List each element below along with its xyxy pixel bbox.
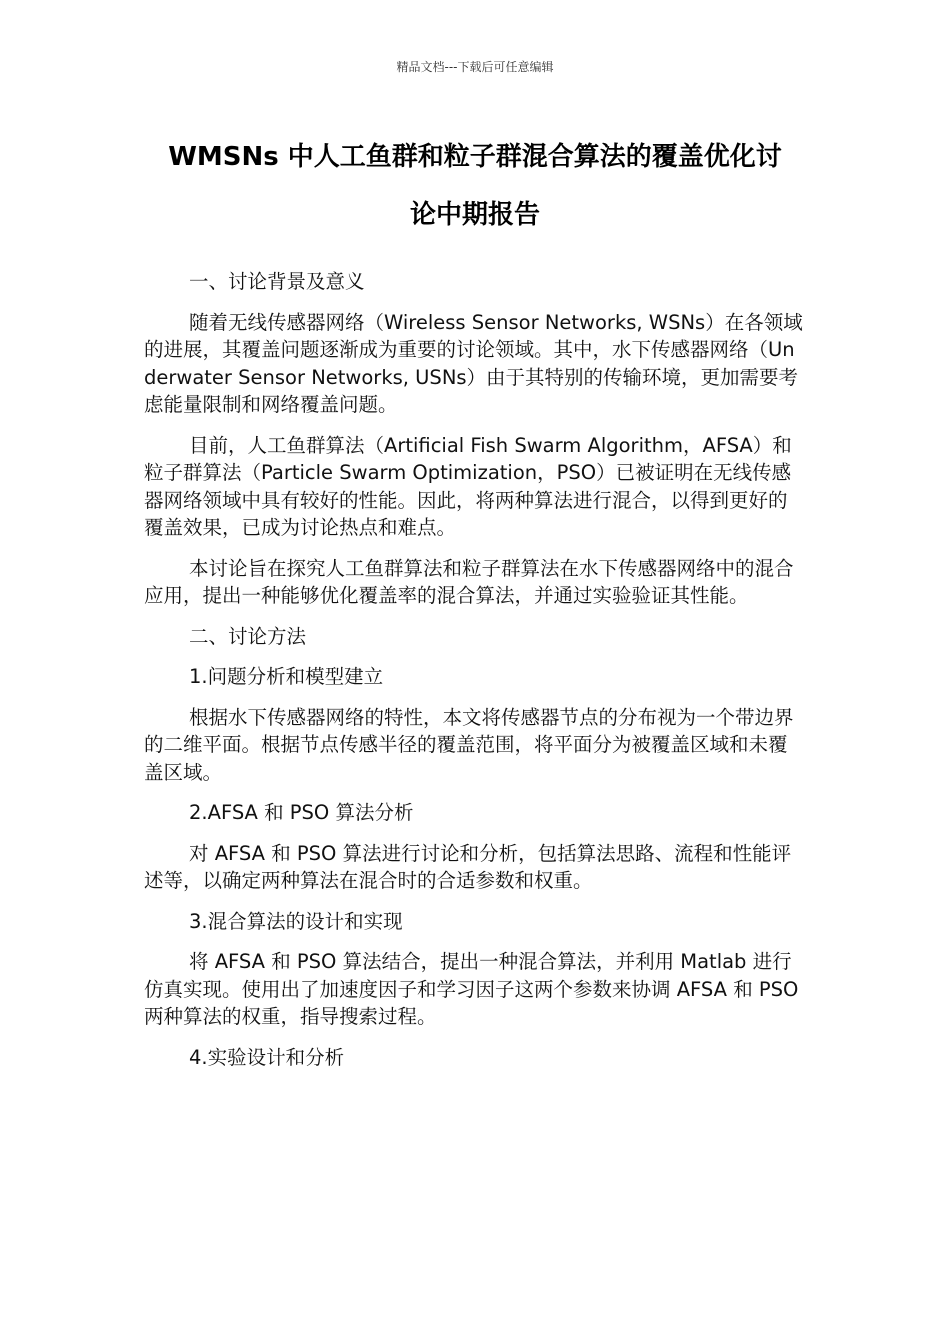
title-line-1: WMSNs 中人工鱼群和粒子群混合算法的覆盖优化讨	[168, 142, 782, 172]
paragraph-background-3: 本讨论旨在探究人工鱼群算法和粒子群算法在水下传感器网络中的混合应用，提出一种能够优化覆盖率的混合算法，并通过实验验证其性能。	[144, 556, 794, 607]
paragraph-background-2: 目前，人工鱼群算法（Artificial Fish Swarm Algorithm，AFSA）和粒子群算法（Particle Swarm Optimization，PSO）已被证明在无线传感器网络领域中具有较好的性能。因此，将两种算法进行混合，以得到更好的覆盖效果，已成为讨论热点和难点。	[144, 433, 792, 539]
paragraph-problem-analysis: 根据水下传感器网络的特性，本文将传感器节点的分布视为一个带边界的二维平面。根据节点传感半径的覆盖范围，将平面分为被覆盖区域和未覆盖区域。	[144, 705, 794, 784]
subheading-experiment: 4.实验设计和分析	[189, 1045, 345, 1069]
paragraph-hybrid-design: 将 AFSA 和 PSO 算法结合，提出一种混合算法，并利用 Matlab 进行仿真实现。使用出了加速度因子和学习因子这两个参数来协调 AFSA 和 PSO 两种算法的权重，指导搜索过程。	[144, 950, 799, 1028]
paragraph-algorithm-analysis: 对 AFSA 和 PSO 算法进行讨论和分析，包括算法思路、流程和性能评述等，以确定两种算法在混合时的合适参数和权重。	[144, 841, 792, 892]
section-heading-background: 一、讨论背景及意义	[189, 270, 365, 293]
subheading-algorithm-analysis: 2.AFSA 和 PSO 算法分析	[189, 801, 414, 824]
document-title	[120, 128, 830, 244]
section-heading-methods: 二、讨论方法	[189, 624, 307, 648]
document-body	[144, 268, 806, 1084]
subheading-problem-analysis: 1.问题分析和模型建立	[189, 665, 384, 688]
paragraph-background-1: 随着无线传感器网络（Wireless Sensor Networks, WSNs）在各领域的进展，其覆盖问题逐渐成为重要的讨论领域。其中，水下传感器网络（Underwater Sensor Networks, USNs）由于其特别的传输环境，更加需要考虑能量限制和网络覆盖问题。	[144, 310, 803, 416]
subheading-hybrid-design: 3.混合算法的设计和实现	[189, 909, 403, 933]
page-header: 精品文档---下载后可任意编辑	[396, 60, 554, 74]
title-line-2: 论中期报告	[409, 200, 540, 230]
